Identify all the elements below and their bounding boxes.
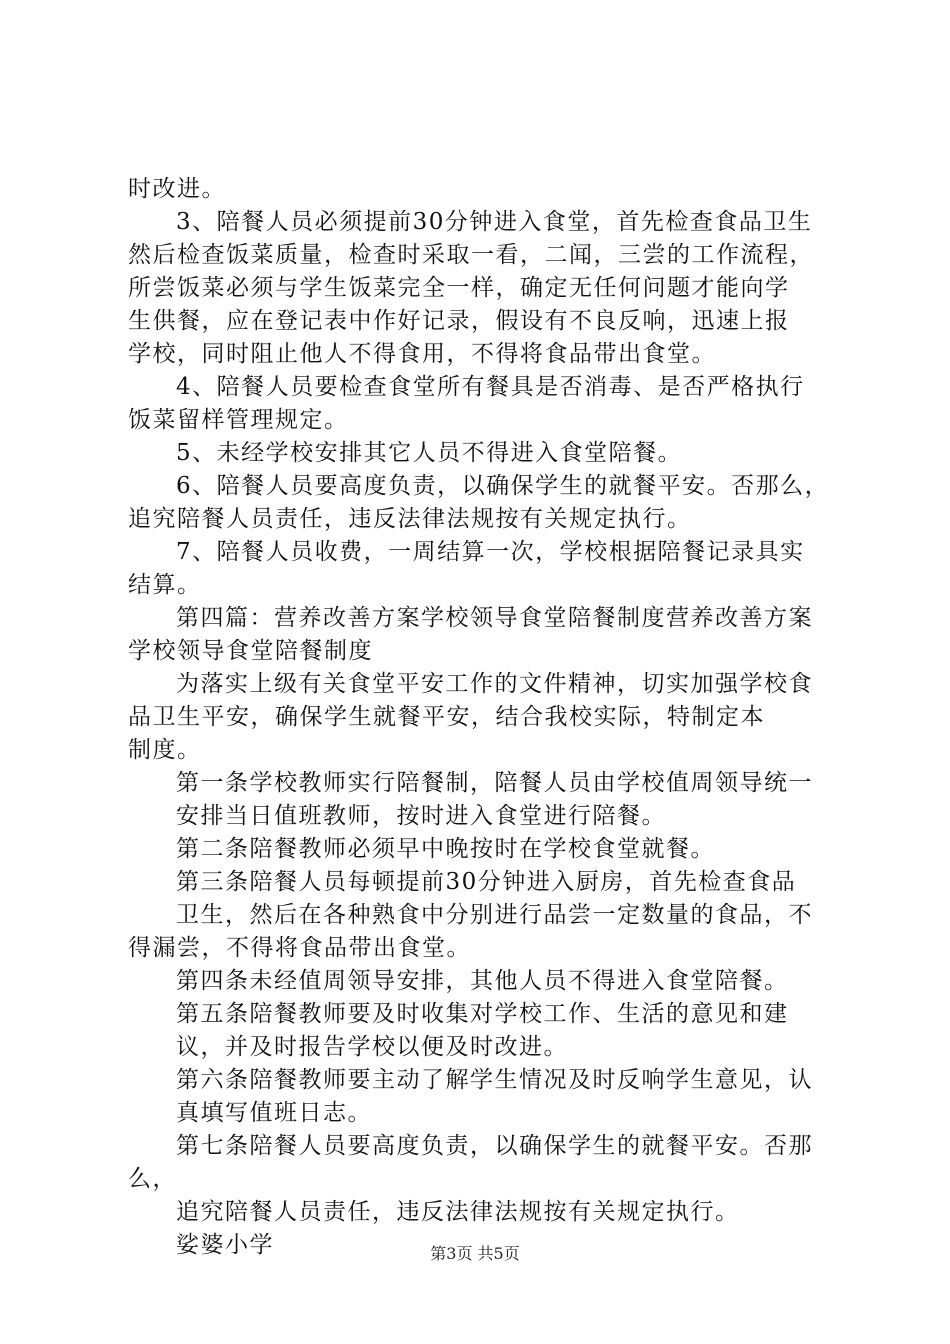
text-line: 饭菜留样管理规定。 [128,407,349,433]
text-line: 4、陪餐人员要检查食堂所有餐具是否消毒、是否严格执行 [176,374,805,400]
text-line: 真填写值班日志。 [176,1100,372,1126]
text-line: 第三条陪餐人员每顿提前30分钟进入厨房，首先检查食品 [176,869,797,895]
text-line: 么， [128,1166,177,1192]
text-line: 5、未经学校安排其它人员不得进入食堂陪餐。 [176,440,683,466]
signature-school-name: 娑婆小学 [176,1232,274,1258]
text-line: 6、陪餐人员要高度负责，以确保学生的就餐平安。否那么， [176,473,830,499]
text-line: 议，并及时报告学校以便及时改进。 [176,1034,568,1060]
text-line: 第七条陪餐人员要高度负责，以确保学生的就餐平安。否那 [176,1133,813,1159]
text-line: 安排当日值班教师，按时进入食堂进行陪餐。 [176,803,666,829]
text-line: 第六条陪餐教师要主动了解学生情况及时反响学生意见，认 [176,1067,813,1093]
text-line: 为落实上级有关食堂平安工作的文件精神，切实加强学校食 [176,671,813,697]
section-heading: 学校领导食堂陪餐制度 [128,638,373,664]
text-line: 3、陪餐人员必须提前30分钟进入食堂，首先检查食品卫生 [176,209,813,235]
text-line: 制度。 [128,737,202,763]
text-line: 第二条陪餐教师必须早中晚按时在学校食堂就餐。 [176,836,715,862]
text-line: 第四条未经值周领导安排，其他人员不得进入食堂陪餐。 [176,968,789,994]
text-line: 追究陪餐人员责任，违反法律法规按有关规定执行。 [128,506,692,532]
text-line: 追究陪餐人员责任，违反法律法规按有关规定执行。 [176,1199,740,1225]
text-line: 结算。 [128,572,202,598]
text-line: 学校，同时阻止他人不得食用，不得将食品带出食堂。 [128,341,716,367]
text-line: 第五条陪餐教师要及时收集对学校工作、生活的意见和建 [176,1001,789,1027]
text-line: 生供餐，应在登记表中作好记录，假设有不良反响，迅速上报 [128,308,790,334]
text-line: 得漏尝，不得将食品带出食堂。 [128,935,471,961]
text-line: 所尝饭菜必须与学生饭菜完全一样，确定无任何问题才能向学 [128,275,790,301]
text-line: 时改进。 [128,176,226,202]
page-number-footer: 第3页 共5页 [430,1244,520,1263]
text-line: 卫生，然后在各种熟食中分别进行品尝一定数量的食品，不 [176,902,813,928]
text-line: 7、陪餐人员收费，一周结算一次，学校根据陪餐记录具实 [176,539,805,565]
section-heading: 第四篇：营养改善方案学校领导食堂陪餐制度营养改善方案 [176,605,813,631]
text-line: 第一条学校教师实行陪餐制，陪餐人员由学校值周领导统一 [176,770,813,796]
text-line: 品卫生平安，确保学生就餐平安，结合我校实际，特制定本 [128,704,765,730]
text-line: 然后检查饭菜质量，检查时采取一看，二闻，三尝的工作流程， [128,242,814,268]
